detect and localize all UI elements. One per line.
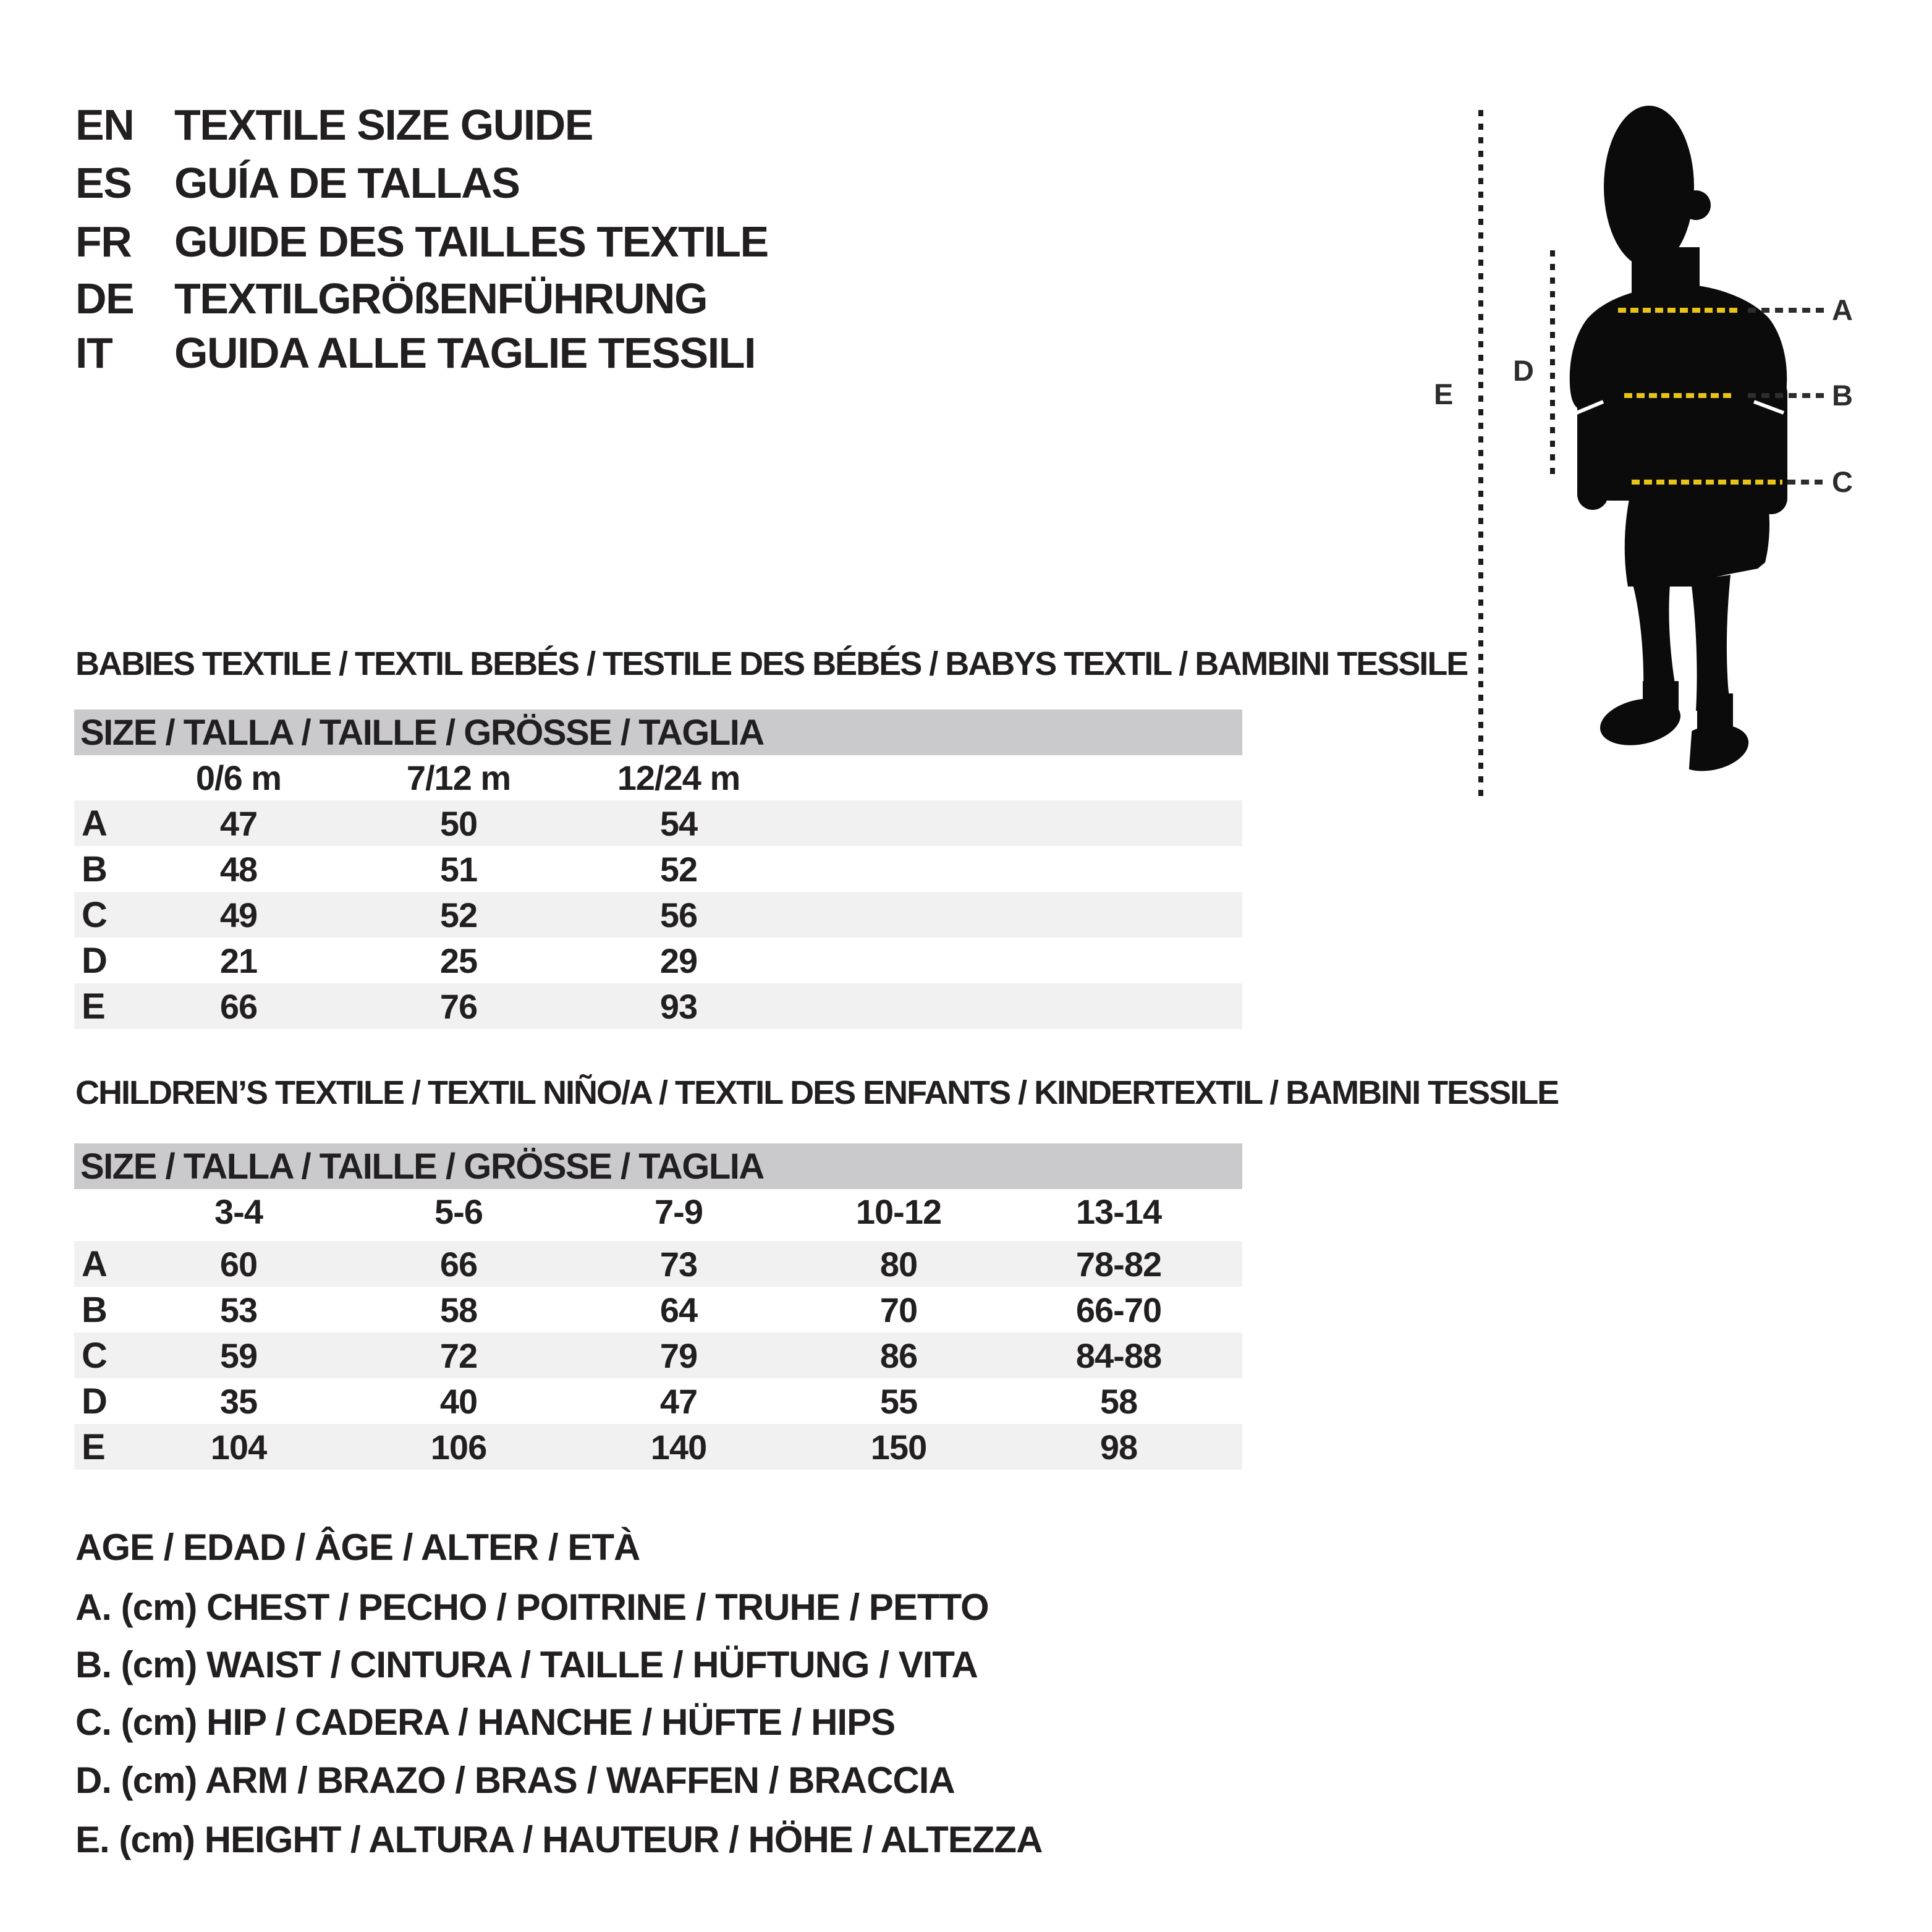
children-column-header: 7-9 (655, 1192, 703, 1231)
legend-line-age: AGE / EDAD / ÂGE / ALTER / ETÀ (75, 1526, 640, 1568)
children-column-header: 10-12 (855, 1192, 942, 1231)
language-code: IT (75, 329, 112, 377)
chest-line-dark (1748, 308, 1824, 313)
table-row: C 59 72 79 86 84-88 (74, 1332, 1242, 1378)
legend-line-height: E. (cm) HEIGHT / ALTURA / HAUTEUR / HÖHE / ALTEZZA (75, 1818, 1043, 1860)
table-row: E 104 106 140 150 98 (74, 1424, 1242, 1470)
language-code: EN (75, 101, 134, 149)
children-column-header: 13-14 (1075, 1192, 1162, 1231)
table-row: D 21 25 29 (74, 938, 1242, 983)
waist-line-label: B (1832, 379, 1853, 412)
babies-column-header: 7/12 m (406, 758, 511, 797)
children-section-title: CHILDREN’S TEXTILE / TEXTIL NIÑO/A / TEXTIL DES ENFANTS / KINDERTEXTIL / BAMBINI TESSILE (75, 1074, 1559, 1111)
waist-line-dark (1748, 393, 1824, 398)
language-label: TEXTILGRÖßENFÜHRUNG (174, 274, 708, 323)
row-label: D (82, 1381, 107, 1421)
table-row: A 47 50 54 (74, 800, 1242, 846)
row-label: E (82, 1426, 105, 1467)
babies-size-header-text: SIZE / TALLA / TAILLE / GRÖSSE / TAGLIA (80, 712, 764, 753)
children-column-header: 5-6 (434, 1192, 483, 1231)
children-size-header-bar (74, 1143, 1242, 1189)
table-row: E 66 76 93 (74, 983, 1242, 1029)
row-label: A (82, 1244, 107, 1284)
row-label: B (82, 849, 107, 889)
babies-column-header: 12/24 m (617, 758, 740, 797)
language-row-it (75, 324, 755, 382)
waist-line-yellow (1624, 393, 1734, 398)
arm-measure-dotted-line (1550, 250, 1555, 476)
language-label: GUIDA ALLE TAGLIE TESSILI (174, 329, 755, 377)
language-label: GUIDE DES TAILLES TEXTILE (174, 218, 768, 266)
language-code: ES (75, 159, 132, 207)
language-row-es (75, 154, 519, 212)
arm-measure-label: D (1513, 354, 1534, 387)
hip-line-yellow (1632, 480, 1782, 485)
children-column-header: 3-4 (214, 1192, 263, 1231)
language-row-fr (75, 213, 768, 271)
table-row: B 53 58 64 70 66-70 (74, 1287, 1242, 1332)
language-label: TEXTILE SIZE GUIDE (174, 101, 593, 149)
legend-line-hip: C. (cm) HIP / CADERA / HANCHE / HÜFTE / HIPS (75, 1701, 896, 1743)
chest-line-yellow (1618, 308, 1740, 313)
row-label: C (82, 894, 107, 935)
chest-line-label: A (1832, 294, 1853, 326)
language-row-de (75, 269, 707, 328)
height-measure-dotted-line (1478, 110, 1483, 799)
hip-line-dark (1787, 480, 1826, 485)
language-row-en (75, 96, 593, 154)
table-row: A 60 66 73 80 78-82 (74, 1241, 1242, 1287)
children-size-header-text: SIZE / TALLA / TAILLE / GRÖSSE / TAGLIA (80, 1146, 764, 1187)
children-column-header-row (74, 1189, 1242, 1234)
language-label: GUÍA DE TALLAS (174, 159, 520, 207)
babies-column-header-row (74, 755, 1242, 800)
row-label: E (82, 986, 105, 1027)
language-code: DE (75, 274, 134, 323)
language-code: FR (75, 218, 132, 266)
table-row: C 49 52 56 (74, 892, 1242, 938)
row-label: C (82, 1335, 107, 1376)
row-label: D (82, 940, 107, 981)
legend-line-chest: A. (cm) CHEST / PECHO / POITRINE / TRUHE / PETTO (75, 1586, 989, 1628)
babies-section-title: BABIES TEXTILE / TEXTIL BEBÉS / TESTILE DES BÉBÉS / BABYS TEXTIL / BAMBINI TESSILE (75, 645, 1468, 682)
row-label: A (82, 803, 107, 844)
legend-line-waist: B. (cm) WAIST / CINTURA / TAILLE / HÜFTUNG / VITA (75, 1643, 978, 1685)
babies-column-header: 0/6 m (195, 758, 282, 797)
babies-size-header-bar (74, 710, 1242, 755)
height-measure-label: E (1434, 378, 1454, 410)
hip-line-label: C (1832, 465, 1853, 498)
table-row: D 35 40 47 55 58 (74, 1378, 1242, 1424)
child-silhouette (1564, 105, 1799, 779)
legend-line-arm: D. (cm) ARM / BRAZO / BRAS / WAFFEN / BRACCIA (75, 1759, 955, 1801)
row-label: B (82, 1289, 107, 1330)
table-row: B 48 51 52 (74, 846, 1242, 892)
